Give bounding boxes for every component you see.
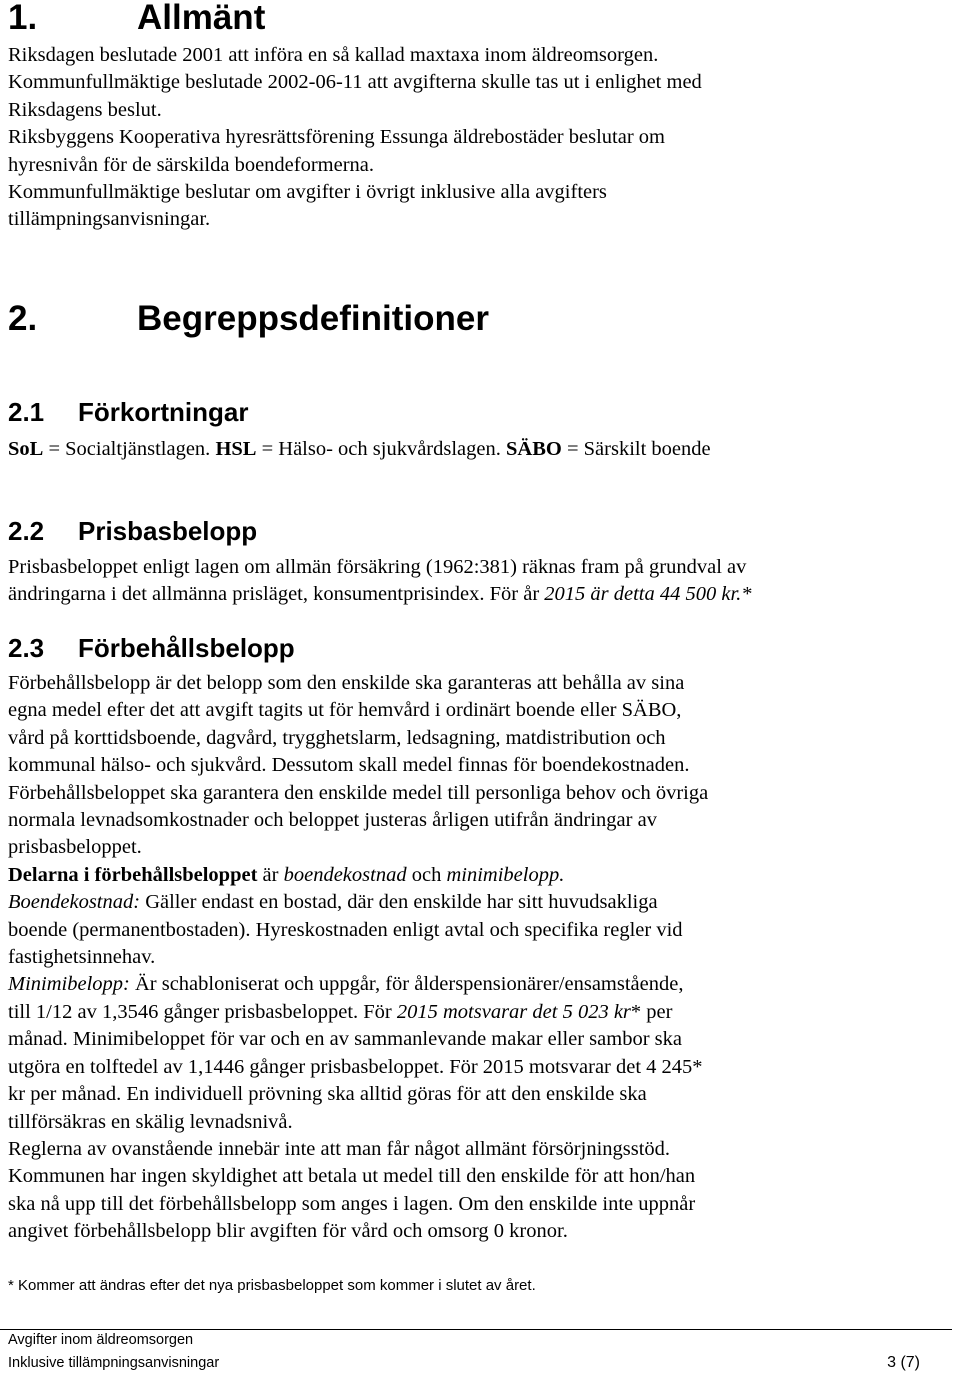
body-line: kommunal hälso- och sjukvård. Dessutom skall medel finnas för boendekostnaden. [8, 754, 690, 777]
body-line: Riksdagen beslutade 2001 att införa en så kallad maxtaxa inom äldreomsorgen. [8, 44, 659, 66]
body-line: månad. Minimibeloppet för var och en av sammanlevande makar eller sambor ska [8, 1028, 682, 1051]
body-line: normala levnadsomkostnader och beloppet justeras årligen utifrån ändringar av [8, 809, 657, 832]
body-line: hyresnivån för de särskilda boendeformerna. [8, 153, 375, 176]
abbreviation: HSL [215, 438, 257, 460]
section-number: 2.3 [8, 633, 45, 663]
body-line [8, 971, 708, 998]
section-2-3-body [8, 670, 708, 1246]
section-2-2-body [8, 554, 752, 609]
body-line: utgöra en tolftedel av 1,1446 gånger prisbasbeloppet. För 2015 motsvarar det 4 245* [8, 1055, 703, 1078]
body-line: Riksbyggens Kooperativa hyresrättsförening Essunga äldrebostäder beslutar om [8, 126, 665, 149]
abbreviation: SÄBO [506, 438, 562, 460]
italic-text: minimibelopp. [446, 863, 565, 886]
body-text: till 1/12 av 1,3546 gånger prisbasbeloppet. För [8, 1000, 397, 1023]
section-2-2-heading [8, 516, 257, 546]
term-label: Minimibelopp: [8, 973, 130, 996]
body-line: fastighetsinnehav. [8, 946, 156, 969]
body-line: tillämpningsanvisningar. [8, 208, 211, 231]
section-title: Förkortningar [78, 397, 249, 427]
body-line: prisbasbeloppet. [8, 836, 142, 859]
body-line: boende (permanentbostaden). Hyreskostnaden enligt avtal och specifika regler vid [8, 918, 683, 941]
term-label: Boendekostnad: [8, 891, 141, 914]
section-title: Begreppsdefinitioner [137, 299, 489, 338]
footer-row [8, 1331, 952, 1349]
definition: = Särskilt boende [561, 438, 711, 460]
section-number: 1. [8, 0, 38, 37]
body-line: vård på korttidsboende, dagvård, trygghetslarm, ledsagning, matdistribution och [8, 726, 666, 749]
body-line [8, 999, 708, 1026]
section-number: 2.1 [8, 397, 45, 427]
footer-doc-subtitle: Inklusive tillämpningsanvisningar [8, 1355, 220, 1371]
body-line: ska nå upp till det förbehållsbelopp som anges i lagen. Om den enskilde inte uppnår [8, 1192, 696, 1215]
body-text: * per [630, 1000, 673, 1023]
body-line: Reglerna av ovanstående innebär inte att man får något allmänt försörjningsstöd. [8, 1137, 671, 1160]
body-text: Är schabloniserat och uppgår, för ålderspensionärer/ensamstående, [129, 973, 684, 996]
body-line: Riksdagens beslut. [8, 98, 162, 121]
body-line: Kommunfullmäktige beslutar om avgifter i övrigt inklusive alla avgifters [8, 181, 607, 204]
body-line [8, 862, 708, 889]
abbreviation: SoL [8, 438, 44, 460]
section-2-3-heading [8, 633, 295, 663]
footer-doc-title: Avgifter inom äldreomsorgen [8, 1332, 194, 1348]
body-line: kr per månad. En individuell prövning ska alltid göras för att den enskilde ska [8, 1083, 647, 1106]
footer-content [0, 1330, 952, 1372]
section-title: Förbehållsbelopp [78, 633, 295, 663]
body-line: egna medel efter det att avgift tagits ut för hemvård i ordinärt boende eller SÄBO, [8, 699, 682, 722]
section-1-heading [8, 0, 265, 36]
section-2-heading [8, 301, 489, 337]
body-line: Kommunen har ingen skyldighet att betala ut medel till den enskilde för att hon/han [8, 1165, 696, 1188]
body-line: Förbehållsbelopp är det belopp som den enskilde ska garanteras att behålla av sina [8, 672, 685, 694]
italic-text: boendekostnad [283, 863, 407, 886]
section-1-body [8, 42, 702, 234]
abbreviations-line [8, 436, 711, 463]
body-line [8, 581, 752, 608]
amount-text: 2015 motsvarar det 5 023 kr [396, 1000, 631, 1023]
bold-text: Delarna i förbehållsbeloppet [8, 863, 258, 886]
definition: = Socialtjänstlagen. [43, 438, 216, 460]
section-title: Prisbasbelopp [78, 516, 258, 546]
section-number: 2.2 [8, 516, 45, 546]
page-number: 3 (7) [887, 1354, 920, 1371]
amount-text: 2015 är detta 44 500 kr.* [544, 583, 752, 606]
page-footer [0, 1329, 952, 1372]
body-line: Prisbasbeloppet enligt lagen om allmän försäkring (1962:381) räknas fram på grundval av [8, 556, 747, 578]
body-line: Förbehållsbeloppet ska garantera den enskilde medel till personliga behov och övriga [8, 781, 709, 804]
body-text: ändringarna i det allmänna prisläget, konsumentprisindex. För år [8, 583, 545, 606]
footer-row [8, 1354, 952, 1372]
section-number: 2. [8, 299, 38, 338]
body-line: Kommunfullmäktige beslutade 2002-06-11 att avgifterna skulle tas ut i enlighet med [8, 71, 702, 94]
body-line: angivet förbehållsbelopp blir avgiften för vård och omsorg 0 kronor. [8, 1220, 568, 1243]
body-text: och [406, 863, 447, 886]
body-text: Gäller endast en bostad, där den enskilde har sitt huvudsakliga [140, 891, 658, 914]
section-2-1-heading [8, 397, 248, 427]
definition: = Hälso- och sjukvårdslagen. [256, 438, 507, 460]
body-line [8, 889, 708, 916]
footnote: * Kommer att ändras efter det nya prisbasbeloppet som kommer i slutet av året. [8, 1277, 536, 1294]
section-title: Allmänt [137, 0, 266, 37]
body-text: är [257, 863, 284, 886]
body-line: tillförsäkras en skälig levnadsnivå. [8, 1110, 293, 1133]
